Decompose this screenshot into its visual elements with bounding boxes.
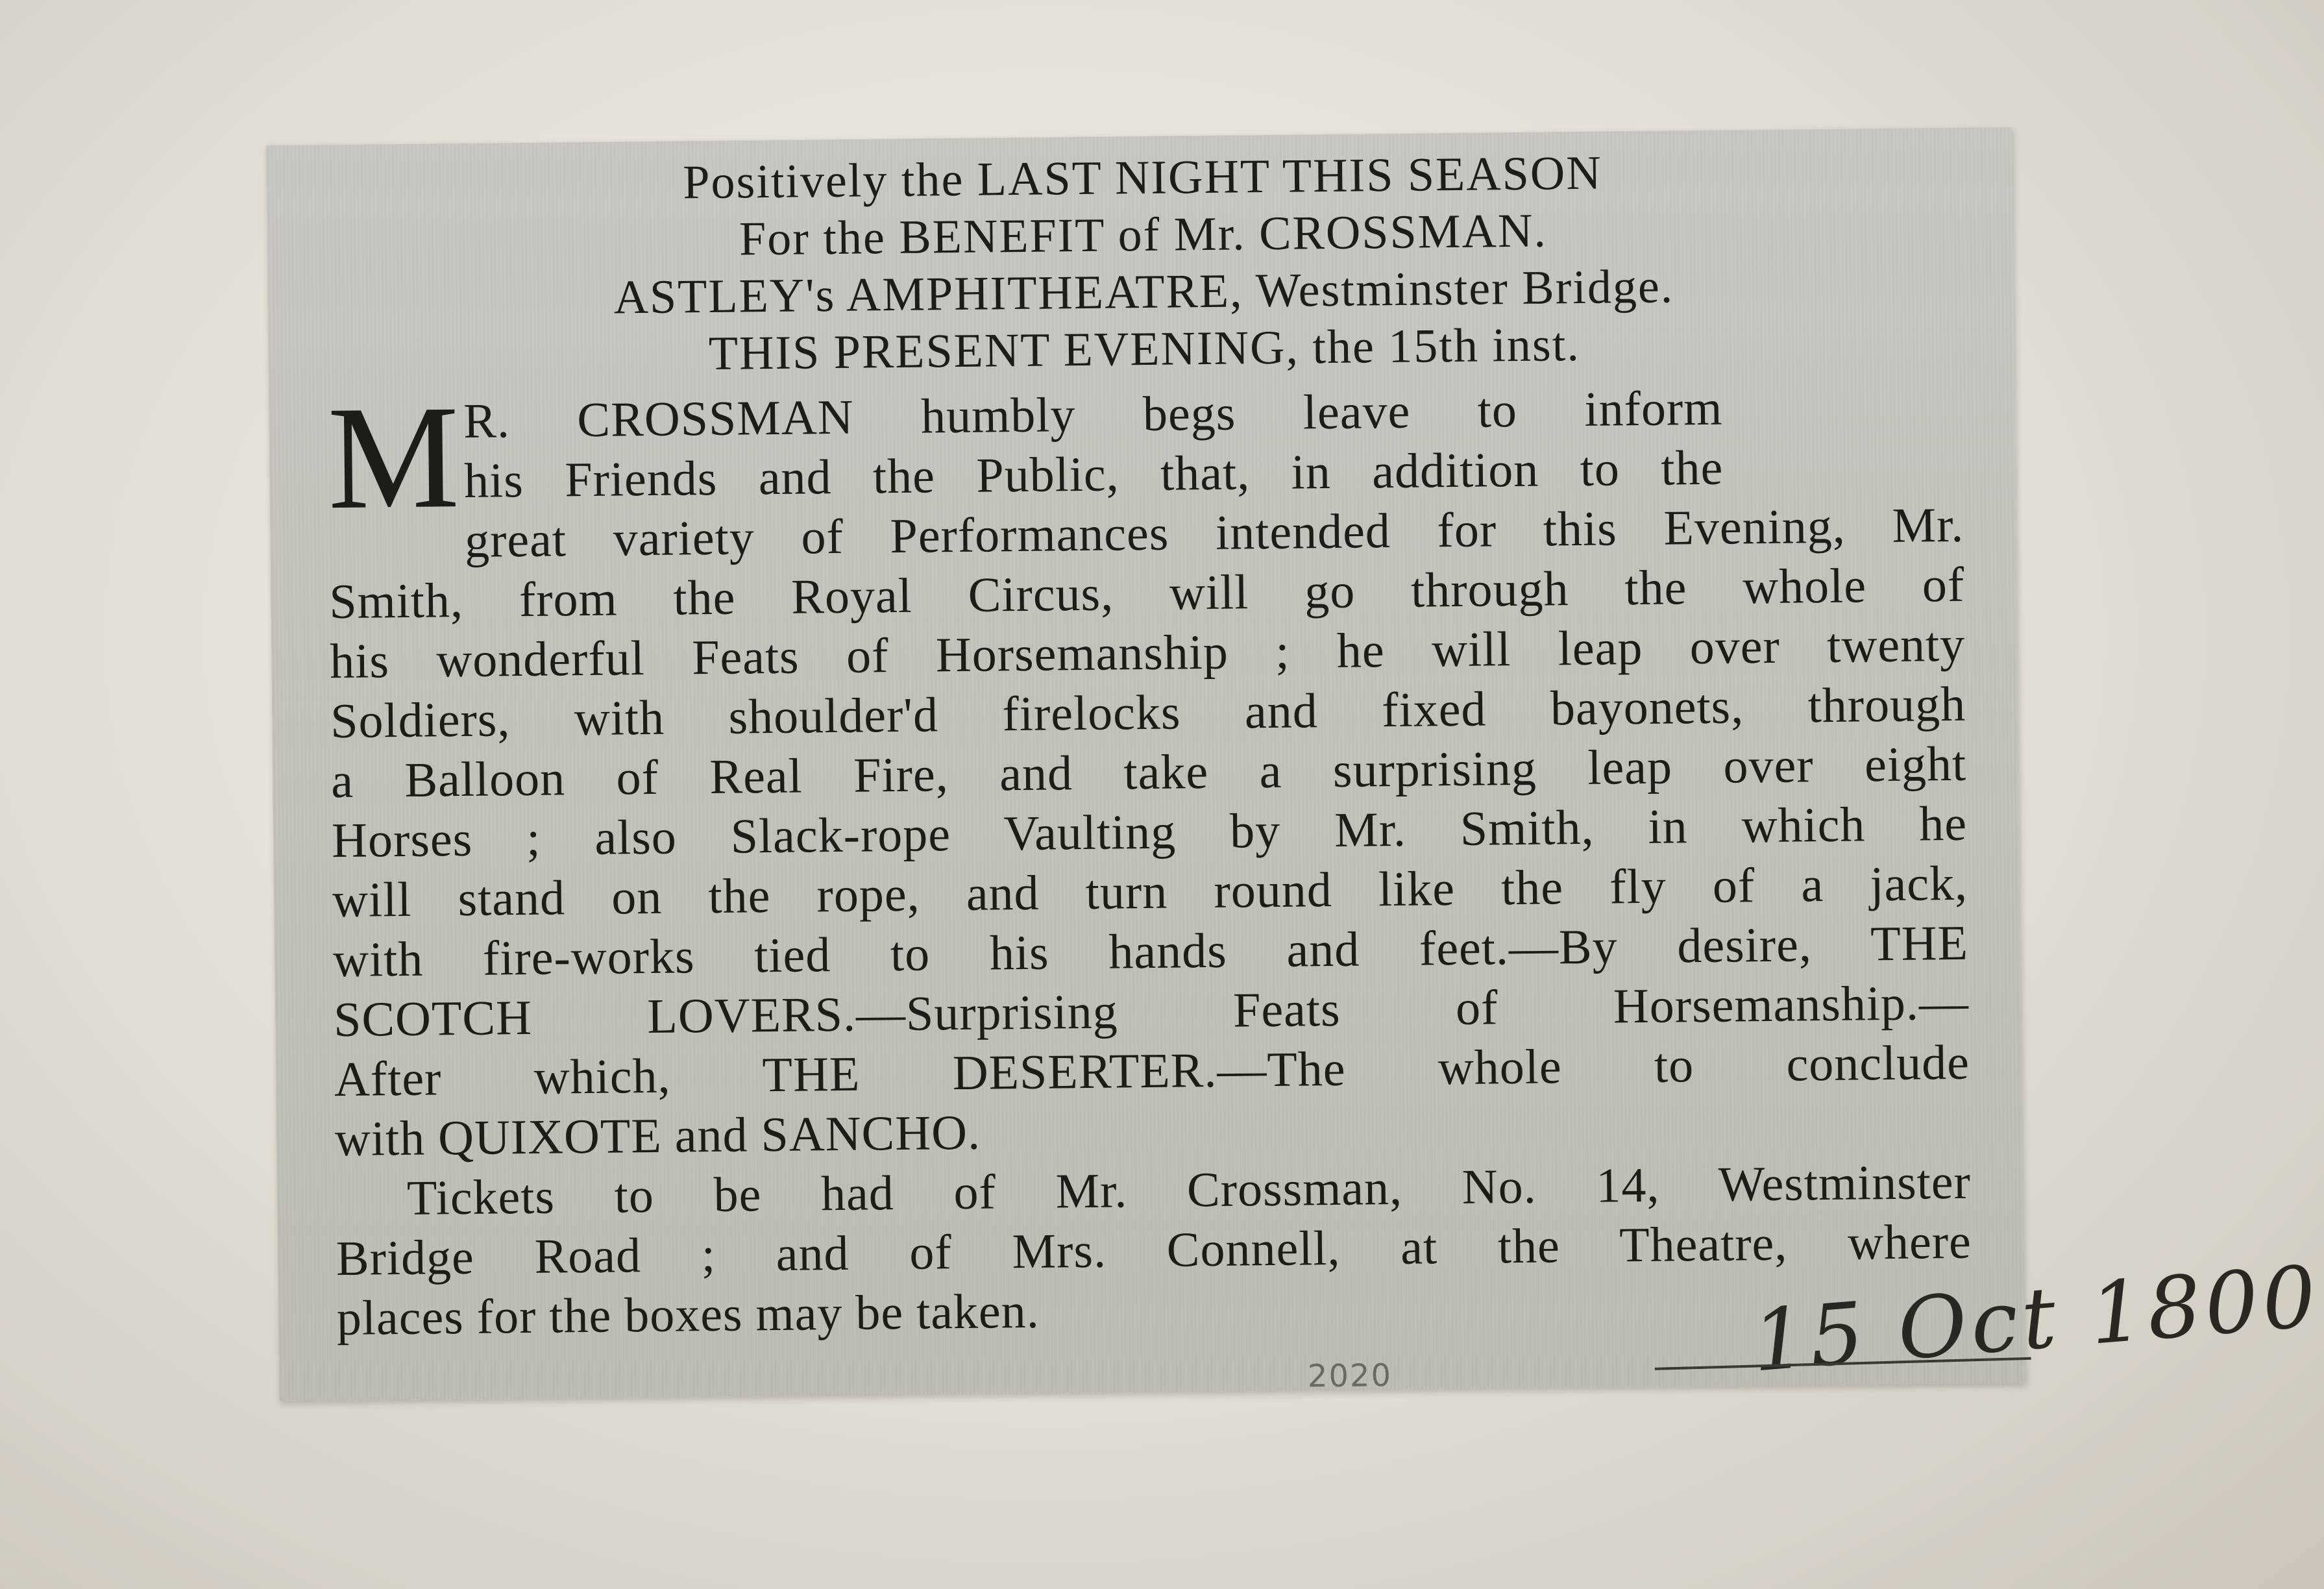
body-line: a Balloon of Real Fire, and take a surprising leap over eight (330, 736, 1967, 809)
newspaper-clipping (266, 127, 2324, 1401)
body-line: with QUIXOTE and SANCHO. (334, 1105, 981, 1167)
body-line: After which, THE DESERTER.—The whole to conclude (334, 1035, 1970, 1107)
headline-benefit: For the BENEFIT of Mr. CROSSMAN. (739, 204, 1548, 266)
body-line: with fire-works tied to his hands and feet.—By desire, THE (332, 915, 1969, 988)
drop-cap-letter: M (326, 375, 461, 541)
tickets-line: places for the boxes may be taken. (336, 1283, 1040, 1346)
body-line: Smith, from the Royal Circus, will go through the whole of (328, 557, 1965, 630)
tickets-line: Tickets to be had of Mr. Crossman, No. 14, Westminster (406, 1154, 1972, 1226)
tickets-line: Bridge Road ; and of Mrs. Connell, at the Theatre, where (336, 1214, 1972, 1287)
handwritten-date: 15 Oct 1800 (1748, 1246, 2324, 1391)
body-line: great variety of Performances intended for this Evening, Mr. (464, 497, 1964, 568)
body-line: Horses ; also Slack-rope Vaulting by Mr. Smith, in which he (331, 796, 1968, 868)
pencil-catalog-number: 2020 (1307, 1357, 1393, 1395)
announcement-body (327, 376, 1972, 1348)
body-line: his wonderful Feats of Horsemanship ; he will leap over twenty (329, 617, 1966, 689)
body-line: will stand on the rope, and turn round like the fly of a jack, (332, 856, 1968, 928)
headline-last-night: Positively the LAST NIGHT THIS SEASON (682, 146, 1603, 210)
clipping-text-area (324, 141, 2324, 1395)
body-line: Soldiers, with shoulder'd firelocks and fixed bayonets, through (330, 676, 1966, 749)
body-line: his Friends and the Public, that, in addition to the (463, 440, 1724, 508)
headline-date: THIS PRESENT EVENING, the 15th inst. (708, 317, 1581, 381)
body-line: SCOTCH LOVERS.—Surprising Feats of Horsemanship.— (333, 975, 1970, 1048)
headline-venue: ASTLEY's AMPHITHEATRE, Westminster Bridge. (613, 260, 1674, 325)
body-line: R. CROSSMAN humbly begs leave to inform (463, 380, 1723, 449)
